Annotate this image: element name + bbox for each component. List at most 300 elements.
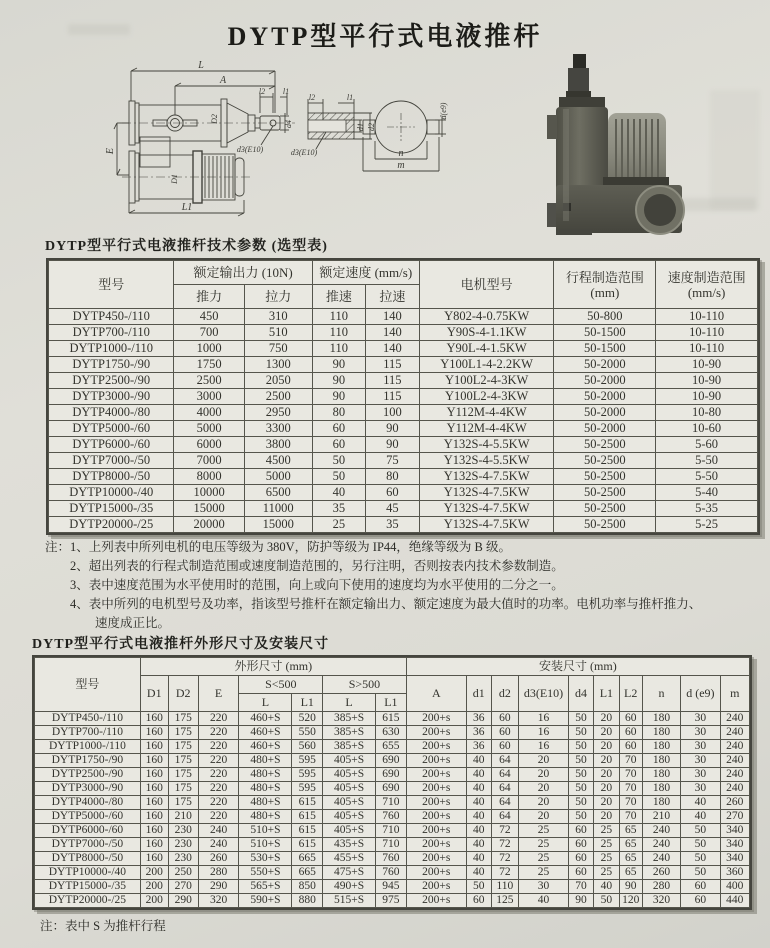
table-cell: 50-2500 [554,453,656,469]
notes-block [45,538,745,633]
table-cell: 60 [619,726,642,740]
table-cell: 25 [594,824,620,838]
table-cell: 6500 [244,485,312,501]
table-cell: 290 [168,894,198,908]
table-cell: 405+S [323,810,376,824]
table-row [49,373,758,389]
speed-range-label: 速度制造范围 [667,269,746,285]
table-cell: 10-110 [656,309,758,325]
table-cell: 175 [168,782,198,796]
table-cell: 20 [594,810,620,824]
table-cell: 40 [518,894,568,908]
dim-label-d1: d1 [356,123,365,131]
table-cell: DYTP4000-/80 [35,796,141,810]
table-cell: 175 [168,740,198,754]
table-cell: 200+s [406,852,466,866]
table-cell: 460+S [239,726,292,740]
dim-label-l2-detail: l2 [308,93,316,102]
table-cell: 20 [518,754,568,768]
table-cell: 240 [642,838,681,852]
table-cell: 60 [312,437,365,453]
table-cell: 615 [292,838,323,852]
table-cell: 30 [681,712,720,726]
table-cell: 25 [594,866,620,880]
table-cell: 50-2000 [554,421,656,437]
table-cell: 550 [292,726,323,740]
table-cell: 880 [292,894,323,908]
table-cell: 20 [594,768,620,782]
dim-label-L1: L1 [181,202,193,213]
table-cell: 60 [491,740,518,754]
col-header-d1: d1 [466,676,491,712]
table-cell: 50 [466,880,491,894]
table-cell: 200+s [406,768,466,782]
table-cell: 36 [466,726,491,740]
table-cell: 60 [619,740,642,754]
table-cell: 240 [642,824,681,838]
table-cell: 3800 [244,437,312,453]
table-cell: 115 [365,357,419,373]
table-row [49,469,758,485]
table-row [35,712,750,726]
table-cell: DYTP20000-/25 [49,517,174,533]
col-header-motor: 电机型号 [419,261,554,309]
table-cell: 110 [312,325,365,341]
table-cell: 250 [168,866,198,880]
table-cell: 35 [365,517,419,533]
table-cell: 200+s [406,740,466,754]
table-cell: 665 [292,866,323,880]
table-cell: 160 [140,754,168,768]
dim-label-m: m [397,160,405,171]
table-cell: 65 [619,824,642,838]
table-cell: 70 [619,782,642,796]
table-cell: 50 [569,810,594,824]
dim-label-D2: D2 [210,114,219,124]
table-cell: 120 [619,894,642,908]
table-cell: 50 [681,852,720,866]
table-cell: DYTP10000-/40 [35,866,141,880]
table-cell: 480+S [239,768,292,782]
table-cell: 65 [619,866,642,880]
table-cell: 220 [198,782,239,796]
table-cell: 72 [491,824,518,838]
table-cell: DYTP1000-/110 [35,740,141,754]
table-cell: DYTP2500-/90 [49,373,174,389]
col-header-L-lt: L [239,694,292,712]
table-row [49,309,758,325]
table-cell: 400 [720,880,749,894]
table-cell: 1300 [244,357,312,373]
table-cell: 200 [140,894,168,908]
table-cell: 405+S [323,768,376,782]
table-cell: 5-50 [656,469,758,485]
table-cell: 50-2000 [554,405,656,421]
col-header-d2: d2 [491,676,518,712]
spec-header-row-1 [49,261,758,285]
table-row [49,357,758,373]
table-row [35,726,750,740]
table-cell: 510 [244,325,312,341]
table-cell: 110 [312,309,365,325]
table-cell: 16 [518,726,568,740]
table-cell: 975 [376,894,407,908]
table-cell: 405+S [323,754,376,768]
table-cell: 240 [642,852,681,866]
table-row [49,325,758,341]
table-cell: 2050 [244,373,312,389]
table-cell: 70 [619,754,642,768]
table-cell: DYTP10000-/40 [49,485,174,501]
stroke-range-unit: (mm) [590,284,620,300]
table-row [49,405,758,421]
table-cell: 50-2500 [554,485,656,501]
table-cell: 480+S [239,796,292,810]
table-cell: 20 [594,796,620,810]
table-cell: 50 [569,796,594,810]
col-group-rated-force: 额定输出力 (10N) [174,261,312,285]
table-cell: 11000 [244,501,312,517]
table-cell: 2950 [244,405,312,421]
table-cell: DYTP450-/110 [49,309,174,325]
table-cell: 40 [681,810,720,824]
page-title: DYTP型平行式电液推杆 [227,22,543,51]
dim-label-de9: d(e9) [439,102,448,120]
table-cell: 40 [466,782,491,796]
table-cell: 10-80 [656,405,758,421]
table-row [35,838,750,852]
table-cell: 4500 [244,453,312,469]
table-cell: 36 [466,740,491,754]
table-cell: 60 [569,824,594,838]
table-cell: 180 [642,740,681,754]
table-cell: 480+S [239,782,292,796]
table-cell: 50-1500 [554,325,656,341]
table-cell: 160 [140,824,168,838]
table-cell: 60 [491,726,518,740]
table-cell: 180 [642,712,681,726]
dim-label-l1: l1 [282,87,290,96]
dimensions-table [34,657,750,908]
table-cell: DYTP15000-/35 [35,880,141,894]
table-cell: 50-2000 [554,389,656,405]
dimension-drawing [90,55,540,235]
table-cell: 50-2000 [554,357,656,373]
table-cell: 200+s [406,838,466,852]
table-cell: 175 [168,754,198,768]
table-cell: 760 [376,866,407,880]
table-cell: 5-50 [656,453,758,469]
table-cell: 260 [720,796,749,810]
table-cell: 50-800 [554,309,656,325]
table-cell: 16 [518,712,568,726]
table-cell: 615 [376,712,407,726]
table-cell: 6000 [174,437,244,453]
table-cell: 75 [365,453,419,469]
table-cell: 160 [140,852,168,866]
table-cell: 7000 [174,453,244,469]
table-cell: 405+S [323,796,376,810]
table-cell: 560 [292,740,323,754]
table-cell: 25 [312,517,365,533]
table-cell: 200+s [406,880,466,894]
table-cell: 220 [198,726,239,740]
table-cell: 220 [198,810,239,824]
dimensions-table-wrap [32,655,752,910]
table-cell: 15000 [174,501,244,517]
table-cell: 615 [292,824,323,838]
stroke-note: 注：表中 S 为推杆行程 [40,919,166,933]
table-cell: 25 [518,838,568,852]
col-header-n: n [642,676,681,712]
product-photo [523,53,718,235]
table-cell: 60 [681,894,720,908]
table-cell: 240 [720,782,749,796]
table-cell: 200+s [406,824,466,838]
spec-table-body [49,309,758,533]
table-cell: 50 [569,754,594,768]
col-header-m: m [720,676,749,712]
table-cell: 35 [312,501,365,517]
table-cell: DYTP8000-/50 [49,469,174,485]
table-cell: 20 [518,810,568,824]
col-header-d4: d4 [569,676,594,712]
table-cell: DYTP7000-/50 [49,453,174,469]
table-cell: 1000 [174,341,244,357]
table-cell: 320 [642,894,681,908]
table-cell: 115 [365,389,419,405]
dim-label-d3-detail: d3(E10) [290,148,318,157]
col-header-pull-force: 拉力 [244,285,312,309]
table-cell: 160 [140,740,168,754]
table-cell: DYTP1750-/90 [49,357,174,373]
table-cell: 655 [376,740,407,754]
table-row [35,754,750,768]
table-cell: 25 [594,852,620,866]
section1-heading: DYTP型平行式电液推杆技术参数 (选型表) [45,239,328,254]
table-cell: 30 [518,880,568,894]
note-line: 2、超出列表的行程式制造范围或速度制造范围的，另行注明，否则按表内技术参数制造。 [70,559,564,573]
table-cell: 615 [292,796,323,810]
table-cell: 50 [681,824,720,838]
table-cell: 160 [140,838,168,852]
table-cell: 110 [312,341,365,357]
col-header-push-force: 推力 [174,285,244,309]
table-cell: 490+S [323,880,376,894]
table-cell: 240 [720,740,749,754]
dim-label-n: n [398,148,404,159]
col-header-D2: D2 [168,676,198,712]
table-cell: 160 [140,782,168,796]
table-cell: 220 [198,768,239,782]
table-cell: 72 [491,838,518,852]
col-header-L2: L2 [619,676,642,712]
table-cell: 50-2500 [554,469,656,485]
table-cell: Y90L-4-1.5KW [419,341,554,357]
table-cell: 240 [198,824,239,838]
dimensions-table-body [35,712,750,908]
table-cell: DYTP3000-/90 [35,782,141,796]
col-group-s-lt-500: S<500 [239,676,323,694]
table-cell: 10-90 [656,373,758,389]
table-cell: Y132S-4-7.5KW [419,517,554,533]
table-cell: 200+s [406,712,466,726]
dim-header-row-1 [35,658,750,676]
table-cell: Y100L2-4-3KW [419,373,554,389]
col-group-s-gt-500: S>500 [323,676,407,694]
table-cell: 230 [168,838,198,852]
table-cell: 175 [168,768,198,782]
table-cell: 50-2500 [554,437,656,453]
table-cell: 175 [168,796,198,810]
table-cell: 690 [376,768,407,782]
table-cell: 80 [312,405,365,421]
table-cell: Y90S-4-1.1KW [419,325,554,341]
col-header-model: 型号 [49,261,174,309]
table-cell: 30 [681,740,720,754]
table-cell: 115 [365,373,419,389]
table-cell: 385+S [323,712,376,726]
table-cell: 10-90 [656,357,758,373]
table-cell: 5-35 [656,501,758,517]
table-cell: 270 [168,880,198,894]
table-cell: 65 [619,838,642,852]
table-row [35,810,750,824]
table-cell: 480+S [239,754,292,768]
table-cell: 290 [198,880,239,894]
table-cell: 240 [720,768,749,782]
dim-label-l1-detail: l1 [346,93,354,102]
table-row [49,501,758,517]
table-cell: 90 [312,357,365,373]
table-cell: 565+S [239,880,292,894]
table-cell: 510+S [239,824,292,838]
dim-header-row-2 [35,676,750,694]
table-cell: 200+s [406,796,466,810]
dim-label-l2: l2 [258,87,266,96]
table-cell: 60 [569,852,594,866]
table-cell: 25 [518,852,568,866]
table-cell: 460+S [239,740,292,754]
col-header-L1-gt: L1 [376,694,407,712]
table-cell: 515+S [323,894,376,908]
table-cell: 40 [466,824,491,838]
table-cell: 50-2000 [554,373,656,389]
table-cell: 240 [720,712,749,726]
table-cell: 475+S [323,866,376,880]
dim-label-d4: d4 [284,120,293,128]
table-cell: 50 [312,469,365,485]
table-row [35,740,750,754]
note-line: 4、表中所列的电机型号及功率，指该型号推杆在额定输出力、额定速度为最大值时的功率。电机功率与推杆推力、 [70,597,702,611]
table-cell: Y802-4-0.75KW [419,309,554,325]
table-cell: 5000 [174,421,244,437]
table-row [49,453,758,469]
dim-label-L: L [198,60,204,71]
table-cell: 10-110 [656,341,758,357]
table-cell: 40 [466,754,491,768]
table-cell: 20 [594,782,620,796]
table-cell: 710 [376,796,407,810]
table-cell: 64 [491,782,518,796]
table-cell: 50 [312,453,365,469]
table-cell: 50-2500 [554,501,656,517]
table-cell: 25 [594,838,620,852]
col-header-pull-speed: 拉速 [365,285,419,309]
table-cell: Y132S-4-5.5KW [419,437,554,453]
table-cell: 450 [174,309,244,325]
table-cell: 40 [312,485,365,501]
table-cell: 760 [376,810,407,824]
table-cell: 50 [594,894,620,908]
col-header-push-speed: 推速 [312,285,365,309]
table-cell: 200+s [406,782,466,796]
table-cell: 595 [292,768,323,782]
section2-heading: DYTP型平行式电液推杆外形尺寸及安装尺寸 [32,637,330,652]
table-cell: 20 [594,754,620,768]
table-cell: 3300 [244,421,312,437]
table-cell: 760 [376,852,407,866]
table-cell: 710 [376,838,407,852]
table-cell: 5000 [244,469,312,485]
table-cell: 200+s [406,726,466,740]
table-cell: 210 [642,810,681,824]
table-cell: 180 [642,796,681,810]
table-cell: 20 [594,726,620,740]
table-cell: 70 [619,810,642,824]
table-cell: 40 [466,796,491,810]
table-cell: 90 [569,894,594,908]
table-cell: 64 [491,768,518,782]
table-cell: 550+S [239,866,292,880]
table-cell: 240 [720,726,749,740]
note-line: 速度成正比。 [95,616,171,630]
table-cell: 160 [140,726,168,740]
table-cell: 60 [312,421,365,437]
table-cell: 320 [198,894,239,908]
table-cell: DYTP15000-/35 [49,501,174,517]
dim-label-A: A [219,75,227,86]
col-group-install-dims: 安装尺寸 (mm) [406,658,749,676]
table-cell: 30 [681,768,720,782]
table-cell: 340 [720,838,749,852]
table-cell: 16 [518,740,568,754]
table-cell: 50-1500 [554,341,656,357]
table-cell: 60 [619,712,642,726]
table-cell: 690 [376,754,407,768]
table-cell: DYTP3000-/90 [49,389,174,405]
table-cell: 3000 [174,389,244,405]
table-cell: 595 [292,782,323,796]
table-row [35,782,750,796]
col-header-L-gt: L [323,694,376,712]
table-cell: 665 [292,852,323,866]
col-header-d3: d3(E10) [518,676,568,712]
table-cell: 140 [365,325,419,341]
table-cell: 50 [569,740,594,754]
table-cell: 630 [376,726,407,740]
table-cell: 615 [292,810,323,824]
table-row [49,437,758,453]
col-group-outline-dims: 外形尺寸 (mm) [140,658,406,676]
table-cell: 36 [466,712,491,726]
table-row [35,796,750,810]
stroke-range-label: 行程制造范围 [565,269,644,285]
table-cell: 160 [140,768,168,782]
table-cell: 2500 [174,373,244,389]
table-cell: 200 [140,880,168,894]
table-row [35,880,750,894]
